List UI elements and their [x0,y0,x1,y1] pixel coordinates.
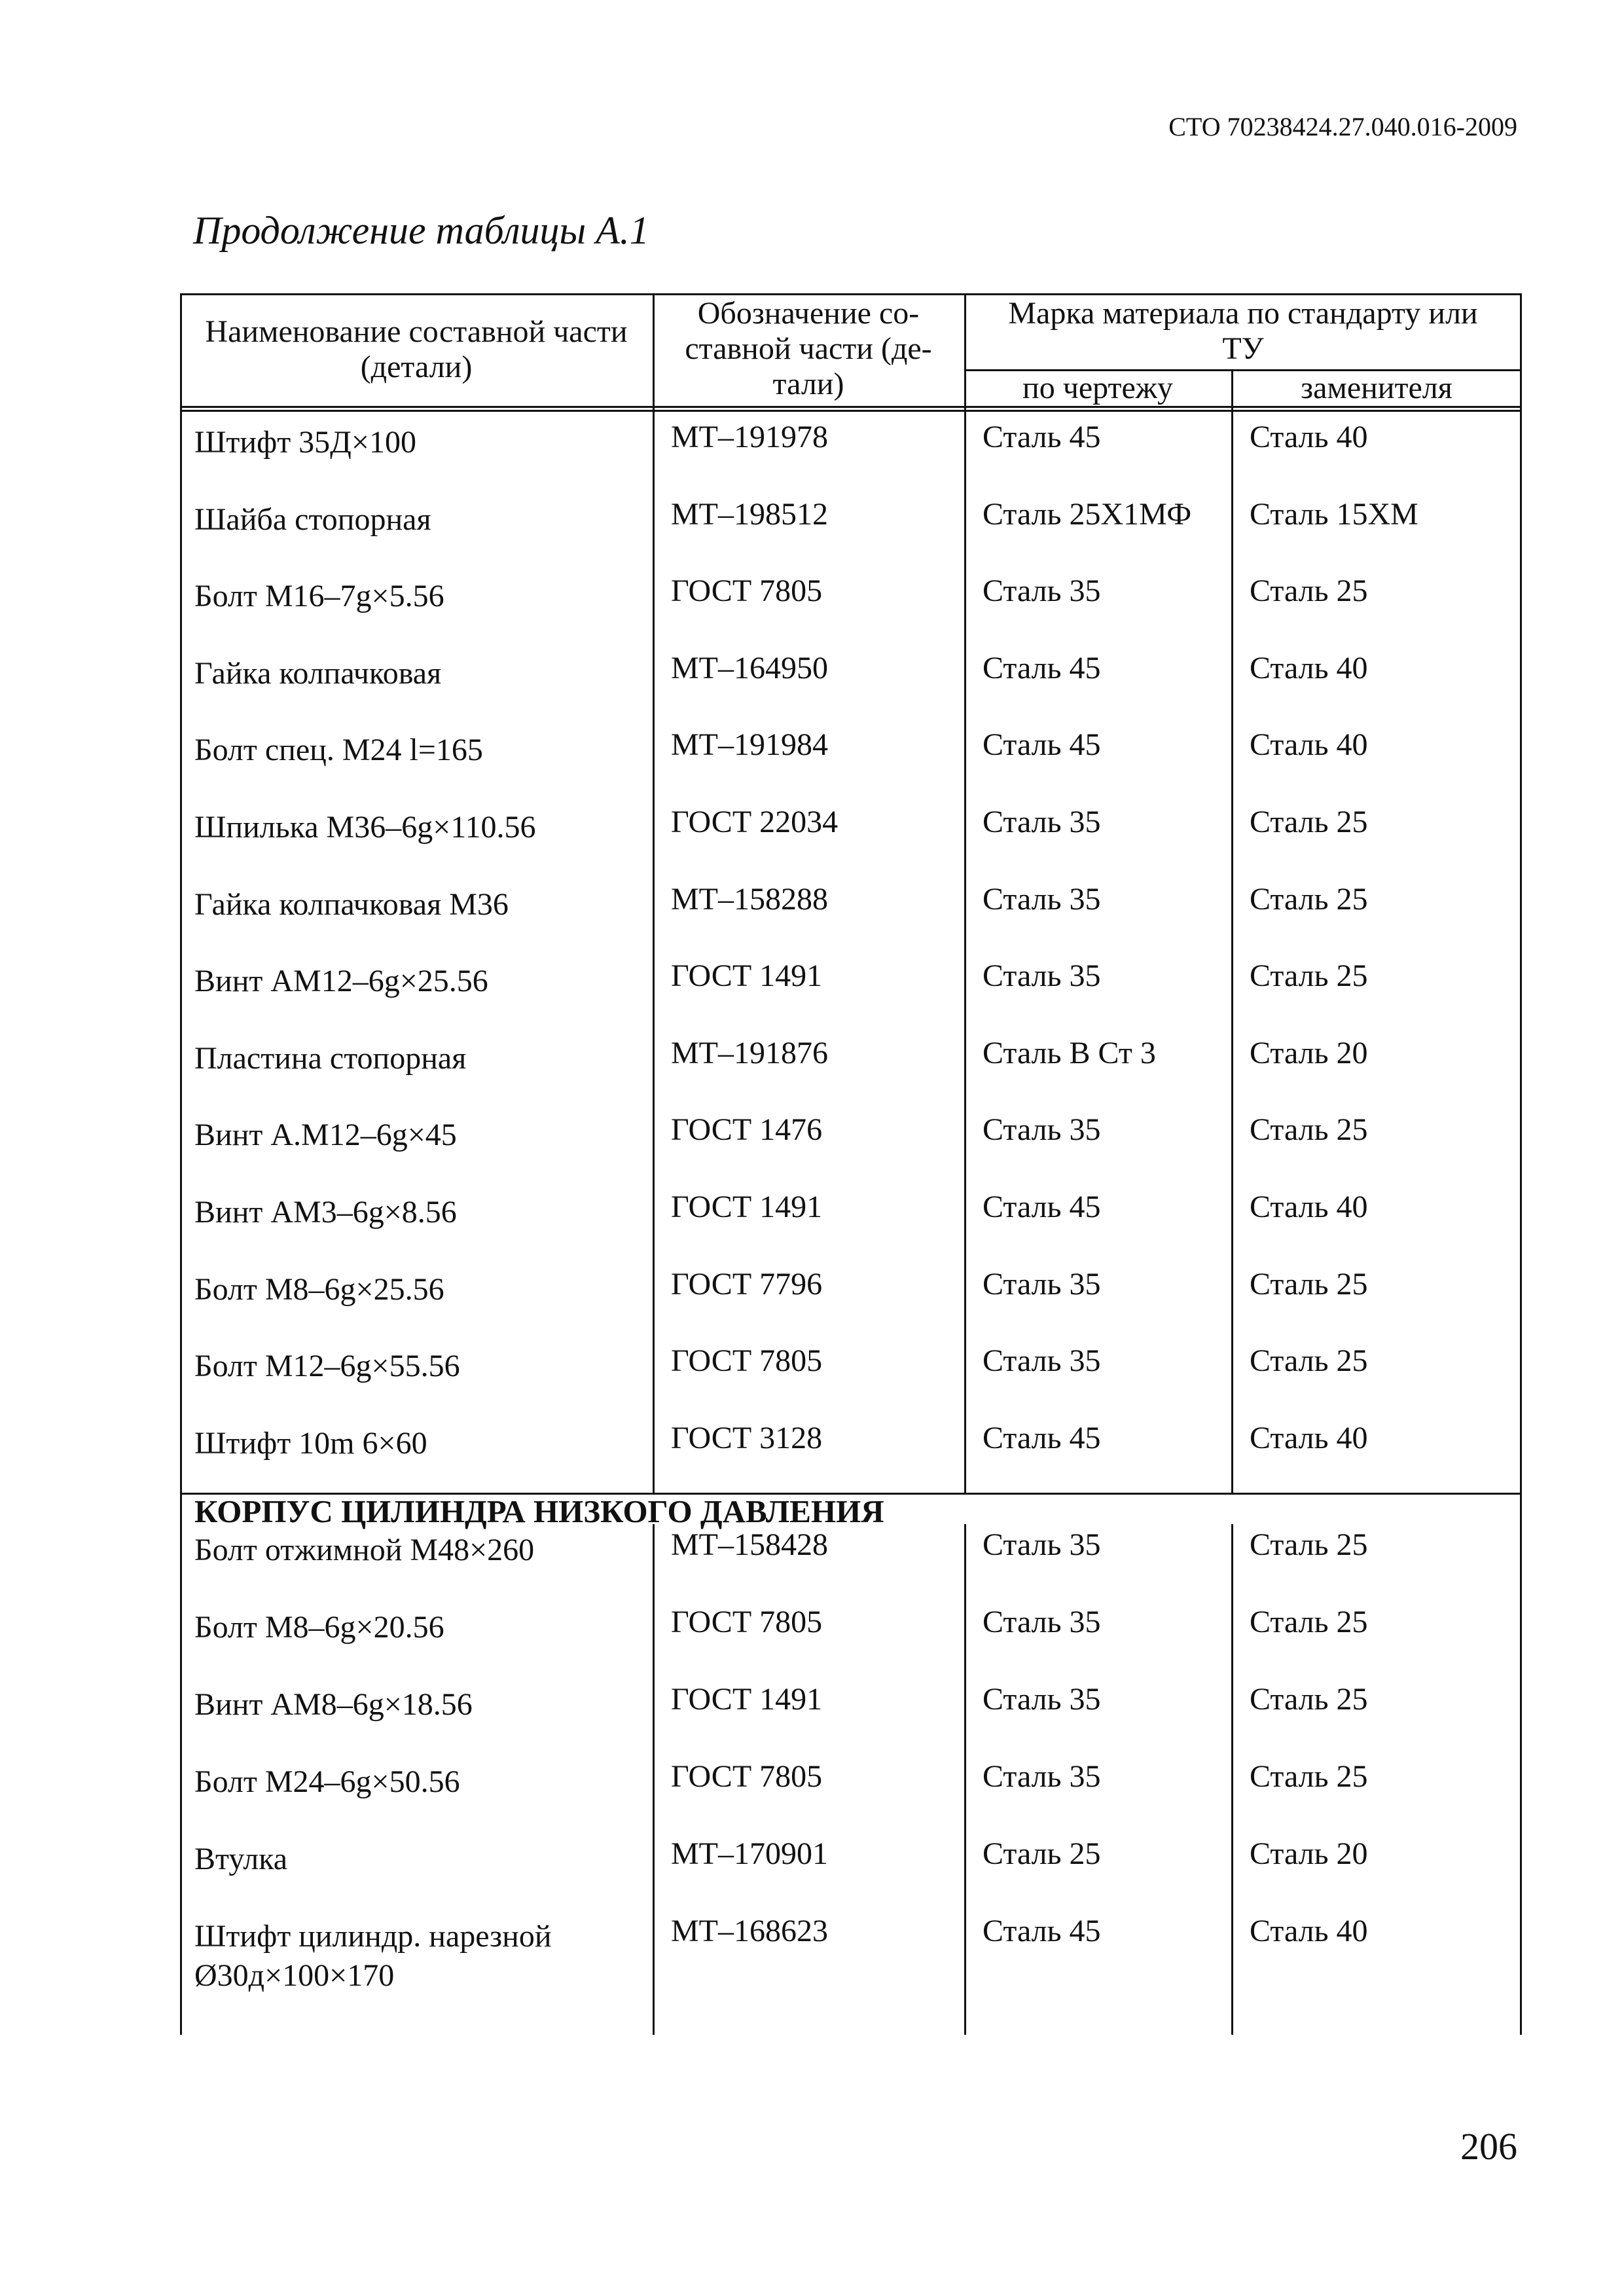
cell-designation: ГОСТ 7805 [671,574,823,609]
cell-designation: МТ–168623 [671,1914,828,1948]
cell-part-name: Втулка [194,1842,288,1876]
cell-material-substitute: Сталь 15ХМ [1250,496,1418,532]
header-material-line-2: ТУ [1222,331,1264,366]
column-divider-3-lower [1231,1524,1233,2035]
cell-material-substitute: Сталь 25 [1250,958,1368,994]
cell-part-name: Винт АМ8–6g×18.56 [194,1687,473,1722]
cell-designation: МТ–191978 [671,420,828,454]
cell-material-drawing: Сталь 35 [983,1266,1101,1302]
column-divider-2 [964,293,966,1493]
cell-part-name: Шпилька М36–6g×110.56 [194,810,536,845]
header-bottom-border-2 [180,410,1522,412]
cell-designation: МТ–158288 [671,881,828,917]
column-divider-3 [1231,369,1233,1493]
cell-material-drawing: Сталь 35 [983,1112,1101,1148]
table-caption: Продолжение таблицы А.1 [193,209,649,252]
cell-material-drawing: Сталь 35 [983,1527,1101,1562]
cell-part-name-line-2: Ø30д×100×170 [194,1958,395,1993]
cell-designation: ГОСТ 1491 [671,1682,823,1717]
cell-designation: ГОСТ 7805 [671,1343,823,1379]
cell-part-name: Болт М16–7g×5.56 [194,579,444,614]
cell-material-drawing: Сталь 35 [983,1682,1101,1717]
header-designation-line-1: Обозначение со- [697,296,920,331]
cell-material-substitute: Сталь 40 [1250,1190,1368,1224]
header-material [964,296,1522,367]
cell-designation: ГОСТ 22034 [671,805,839,839]
cell-part-name: Болт М8–6g×25.56 [194,1271,444,1307]
cell-material-drawing: Сталь 35 [983,1343,1101,1379]
cell-designation: ГОСТ 1491 [671,1190,823,1224]
cell-designation: ГОСТ 7805 [671,1605,823,1639]
cell-designation: МТ–158428 [671,1527,828,1562]
cell-material-substitute: Сталь 25 [1250,1266,1368,1302]
cell-material-substitute: Сталь 40 [1250,650,1368,685]
materials-table [180,293,1522,2035]
page-number: 206 [1460,2125,1517,2168]
cell-part-name: Болт отжимной М48×260 [194,1533,535,1567]
cell-part-name: Гайка колпачковая М36 [194,886,509,922]
cell-designation: ГОСТ 7796 [671,1266,823,1302]
cell-part-name: Винт АМ12–6g×25.56 [194,964,488,999]
column-divider-1-lower [653,1524,655,2035]
cell-designation: МТ–198512 [671,496,828,532]
header-substitute: заменителя [1301,371,1453,405]
cell-part-name: Штифт цилиндр. нарезной [194,1919,552,1954]
cell-part-name: Винт А.М12–6g×45 [194,1118,457,1153]
cell-part-name: Болт спец. М24 l=165 [194,733,483,768]
header-designation-line-2: ставной части (де- [685,331,932,366]
cell-material-substitute: Сталь 40 [1250,420,1368,454]
cell-part-name: Болт М24–6g×50.56 [194,1764,460,1799]
cell-designation: ГОСТ 1476 [671,1112,823,1148]
cell-part-name: Пластина стопорная [194,1040,467,1076]
cell-designation: МТ–164950 [671,650,828,685]
cell-designation: ГОСТ 7805 [671,1759,823,1794]
cell-material-substitute: Сталь 25 [1250,574,1368,609]
header-by-drawing: по чертежу [1022,371,1173,405]
cell-part-name: Болт М12–6g×55.56 [194,1349,460,1384]
cell-material-substitute: Сталь 25 [1250,1759,1368,1794]
cell-material-substitute: Сталь 25 [1250,1112,1368,1148]
cell-material-substitute: Сталь 25 [1250,881,1368,917]
document-code: СТО 70238424.27.040.016-2009 [1168,112,1517,141]
cell-material-drawing: Сталь 45 [983,420,1101,454]
cell-material-drawing: Сталь В Ст 3 [983,1035,1156,1070]
table-top-border [180,293,1522,295]
table-left-border [180,293,182,2035]
cell-material-drawing: Сталь 35 [983,574,1101,609]
cell-designation: МТ–170901 [671,1836,828,1871]
cell-material-substitute: Сталь 20 [1250,1035,1368,1070]
header-designation-line-3: тали) [772,367,844,401]
header-name [180,314,653,385]
cell-material-substitute: Сталь 25 [1250,1527,1368,1562]
cell-part-name: Шайба стопорная [194,501,431,537]
cell-material-drawing: Сталь 45 [983,1190,1101,1224]
cell-part-name: Штифт 10m 6×60 [194,1425,427,1461]
cell-material-substitute: Сталь 25 [1250,805,1368,839]
header-designation [653,296,964,402]
header-name-line-1: Наименование составной части [205,314,628,349]
cell-material-drawing: Сталь 35 [983,1605,1101,1639]
cell-designation: ГОСТ 3128 [671,1420,823,1455]
cell-material-substitute: Сталь 40 [1250,727,1368,763]
section-title: КОРПУС ЦИЛИНДРА НИЗКОГО ДАВЛЕНИЯ [194,1493,884,1529]
cell-material-drawing: Сталь 25Х1МФ [983,496,1192,532]
cell-material-substitute: Сталь 25 [1250,1343,1368,1379]
cell-part-name: Винт АМ3–6g×8.56 [194,1195,457,1230]
cell-material-substitute: Сталь 40 [1250,1914,1368,1948]
cell-material-substitute: Сталь 20 [1250,1836,1368,1871]
cell-material-drawing: Сталь 35 [983,881,1101,917]
cell-designation: МТ–191984 [671,727,828,763]
cell-material-drawing: Сталь 35 [983,805,1101,839]
cell-material-drawing: Сталь 35 [983,1759,1101,1794]
header-bottom-border [180,406,1522,408]
cell-part-name: Штифт 35Д×100 [194,425,416,460]
cell-material-drawing: Сталь 35 [983,958,1101,994]
cell-material-drawing: Сталь 45 [983,1914,1101,1948]
cell-part-name: Гайка колпачковая [194,655,442,691]
cell-material-drawing: Сталь 25 [983,1836,1101,1871]
cell-material-drawing: Сталь 45 [983,650,1101,685]
header-material-line-1: Марка материала по стандарту или [1008,296,1478,331]
column-divider-2-lower [964,1524,966,2035]
cell-part-name: Болт М8–6g×20.56 [194,1610,444,1645]
cell-designation: ГОСТ 1491 [671,958,823,994]
cell-material-substitute: Сталь 25 [1250,1605,1368,1639]
cell-designation: МТ–191876 [671,1035,828,1070]
table-right-border [1520,293,1522,2035]
header-name-line-2: (детали) [360,350,473,384]
column-divider-1 [653,293,655,1493]
cell-material-substitute: Сталь 25 [1250,1682,1368,1717]
cell-material-drawing: Сталь 45 [983,727,1101,763]
cell-material-drawing: Сталь 45 [983,1420,1101,1455]
cell-material-substitute: Сталь 40 [1250,1420,1368,1455]
